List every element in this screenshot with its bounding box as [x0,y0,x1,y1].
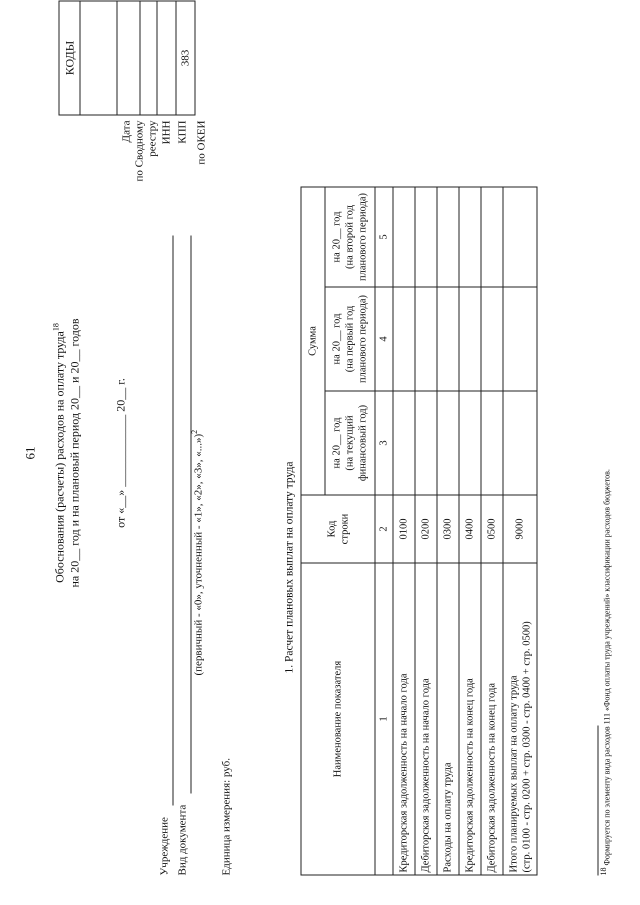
row-cell-year1[interactable] [437,391,459,495]
col-header-name: Наименование показателя [301,563,375,875]
codes-value-kpp[interactable] [157,1,176,115]
row-cell-year1[interactable] [459,391,481,495]
institution-label: Учреждение [158,816,170,875]
institution-field[interactable] [172,235,173,805]
page-number: 61 [22,446,37,459]
row-cell-year1[interactable] [415,391,437,495]
row-code: 9000 [503,495,537,563]
row-cell-year2[interactable] [393,287,415,391]
title-line1: Обоснования (расчеты) расходов на оплату труда [52,330,66,583]
row-name: Дебиторская задолженность на начало года [415,563,437,875]
col-number-4: 4 [375,287,393,391]
doc-type-note [189,429,204,675]
doc-type-label: Вид документа [176,804,188,875]
row-cell-year1[interactable] [393,391,415,495]
doc-type-note-text: (первичный - «0», уточненный - «1», «2», «3», «...») [192,433,204,675]
codes-label-inn: ИНН [160,120,172,144]
row-cell-year2[interactable] [503,287,537,391]
row-code: 0200 [415,495,437,563]
row-cell-year2[interactable] [481,287,503,391]
document-title [52,0,67,905]
row-name: Итого планируемых выплат на оплату труда (стр. 0100 - стр. 0200 + стр. 0300 - стр. 0400 + стр. 0500) [503,563,537,875]
codes-label-okei: по ОКЕИ [195,120,207,165]
payroll-table [300,186,537,875]
row-cell-year3[interactable] [415,187,437,287]
row-cell-year1[interactable] [503,391,537,495]
row-code: 0100 [393,495,415,563]
row-cell-year3[interactable] [459,187,481,287]
row-code: 0400 [459,495,481,563]
doc-type-field[interactable] [190,235,191,793]
doc-type-note-sup: 2 [189,429,199,434]
codes-value-inn[interactable] [140,1,157,115]
document-subtitle: на 20__ год и на плановый период 20__ и 20__ годов [67,318,81,588]
row-code: 0300 [437,495,459,563]
row-name: Расходы на оплату труда [437,563,459,875]
section-title: 1. Расчет плановых выплат на оплату труда [283,461,295,673]
col-header-year2: на 20__ год (на первый год планового периода) [325,287,375,391]
codes-label-registry: по Сводному реестру [133,120,158,182]
row-name: Кредиторская задолженность на конец года [459,563,481,875]
codes-table [58,0,195,115]
unit-label: Единица измерения: руб. [220,757,232,875]
table-row [415,187,437,875]
codes-label-kpp: КПП [176,120,188,144]
row-cell-year1[interactable] [481,391,503,495]
col-header-year1: на 20__ год (на текущий финансовый год) [325,391,375,495]
codes-value-okei[interactable]: 383 [176,1,195,115]
row-name: Кредиторская задолженность на начало года [393,563,415,875]
col-header-code: Код строки [301,495,375,563]
col-number-2: 2 [375,495,393,563]
codes-value-date[interactable] [80,1,117,115]
document-date-line: от «__» ____________ 20__ г. [113,377,127,528]
row-cell-year3[interactable] [437,187,459,287]
row-cell-year3[interactable] [481,187,503,287]
footnote-text: Формируется по элементу вида расходов 111 «Фонд оплаты труда учреждений» классификации расходов бюджетов. [602,468,611,865]
footnote-separator [597,725,598,875]
footnote [598,468,611,875]
codes-header: КОДЫ [59,1,80,115]
col-number-1: 1 [375,563,393,875]
col-header-year3: на 20__ год (на второй год планового периода) [325,187,375,287]
row-cell-year2[interactable] [459,287,481,391]
row-code: 0500 [481,495,503,563]
row-cell-year3[interactable] [393,187,415,287]
row-cell-year2[interactable] [437,287,459,391]
table-row [481,187,503,875]
codes-value-registry[interactable] [117,1,140,115]
table-row [459,187,481,875]
table-row [437,187,459,875]
row-cell-year2[interactable] [415,287,437,391]
col-number-3: 3 [375,391,393,495]
table-row-total [503,187,537,875]
col-number-5: 5 [375,187,393,287]
row-cell-year3[interactable] [503,187,537,287]
footnote-ref: 18 [598,867,608,875]
title-footnote-ref: 18 [51,322,60,331]
table-row [393,187,415,875]
col-header-sum: Сумма [301,187,325,495]
codes-label-date: Дата [120,120,132,142]
row-name: Дебиторская задолженность на конец года [481,563,503,875]
